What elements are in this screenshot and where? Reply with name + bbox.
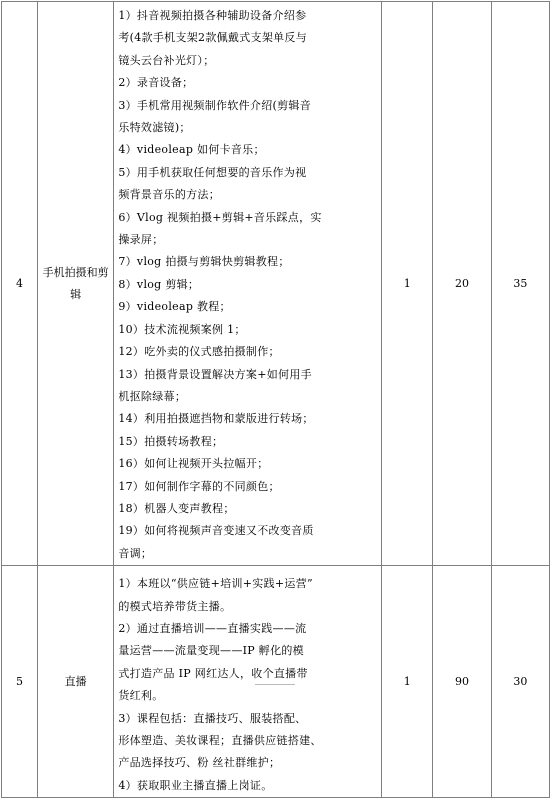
content-line: 18）机器人变声教程； xyxy=(118,501,235,515)
content-line: 17）如何制作字幕的不同颜色； xyxy=(118,479,280,493)
page-divider xyxy=(255,684,295,686)
content-line: 产品选择技巧、粉 丝社群维护； xyxy=(118,756,281,770)
content-line: 6）Vlog 视频拍摄+剪辑+音乐踩点，实 xyxy=(118,210,322,224)
row-index: 4 xyxy=(2,2,38,566)
table-row xyxy=(2,566,550,798)
course-name-text: 手机拍摄和剪辑 xyxy=(42,265,109,301)
content-line: 操录屏； xyxy=(118,233,164,247)
content-line: 3）手机常用视频制作软件介绍(剪辑音 xyxy=(118,98,312,112)
content-line: 货红利。 xyxy=(118,689,164,703)
content-line: 4）videoleap 如何卡音乐； xyxy=(118,143,265,157)
content-line: 式打造产品 IP 网红达人，收个直播带 xyxy=(118,666,308,680)
content-line: 5）用手机获取任何想要的音乐作为视 xyxy=(118,165,307,179)
content-line: 19）如何将视频声音变速又不改变音质 xyxy=(118,524,314,538)
content-line: 机抠除绿幕； xyxy=(118,389,187,403)
content-line: 3）课程包括：直播技巧、服装搭配、 xyxy=(118,711,307,725)
course-content-list xyxy=(114,2,381,565)
content-line: 4）获取职业主播直播上岗证。 xyxy=(118,778,273,792)
content-line: 音调； xyxy=(118,546,153,560)
table-row xyxy=(2,2,550,566)
content-line: 7）vlog 拍摄与剪辑快剪辑教程； xyxy=(118,255,290,269)
row-index: 5 xyxy=(2,566,38,798)
content-line: 13）拍摄背景设置解决方案+如何用手 xyxy=(118,367,312,381)
content-line: 9）videoleap 教程； xyxy=(118,300,231,314)
content-line: 2）录音设备； xyxy=(118,76,194,90)
content-line: 12）吃外卖的仪式感拍摄制作； xyxy=(118,345,280,359)
course-name: 直播 xyxy=(37,566,113,798)
course-content xyxy=(114,566,382,798)
value-cell-3: 30 xyxy=(491,566,549,798)
content-line: 8）vlog 剪辑； xyxy=(118,277,200,291)
content-line: 15）拍摄转场教程； xyxy=(118,434,224,448)
content-line: 1）本班以“供应链+培训+实践+运营” xyxy=(118,577,313,591)
content-line: 16）如何让视频开头拉幅开； xyxy=(118,457,269,471)
content-line: 14）利用拍摄遮挡物和蒙版进行转场； xyxy=(118,412,314,426)
value-cell-1: 1 xyxy=(382,2,433,566)
content-line: 考(4款手机支架2款佩戴式支架单反与 xyxy=(118,31,308,45)
content-line: 频背景音乐的方法； xyxy=(118,188,221,202)
content-line: 量运营——流量变现——IP 孵化的模 xyxy=(118,644,304,658)
course-table xyxy=(1,1,550,798)
content-line: 1）抖音视频拍摄各种辅助设备介绍参 xyxy=(118,9,307,22)
value-cell-2: 20 xyxy=(433,2,491,566)
content-line: 形体塑造、美妆课程；直播供应链搭建、 xyxy=(118,734,322,747)
course-content xyxy=(114,2,382,566)
value-cell-1: 1 xyxy=(382,566,433,798)
value-cell-3: 35 xyxy=(491,2,549,566)
content-line: 10）技术流视频案例 1； xyxy=(118,322,246,336)
content-line: 2）通过直播培训——直播实践——流 xyxy=(118,621,307,635)
content-line: 的模式培养带货主播。 xyxy=(118,599,232,613)
content-line: 乐特效滤镜)； xyxy=(118,121,191,135)
content-line: 镜头云台补光灯）； xyxy=(118,53,215,67)
course-name xyxy=(37,2,113,566)
value-cell-2: 90 xyxy=(433,566,491,798)
course-content-list xyxy=(114,566,381,797)
